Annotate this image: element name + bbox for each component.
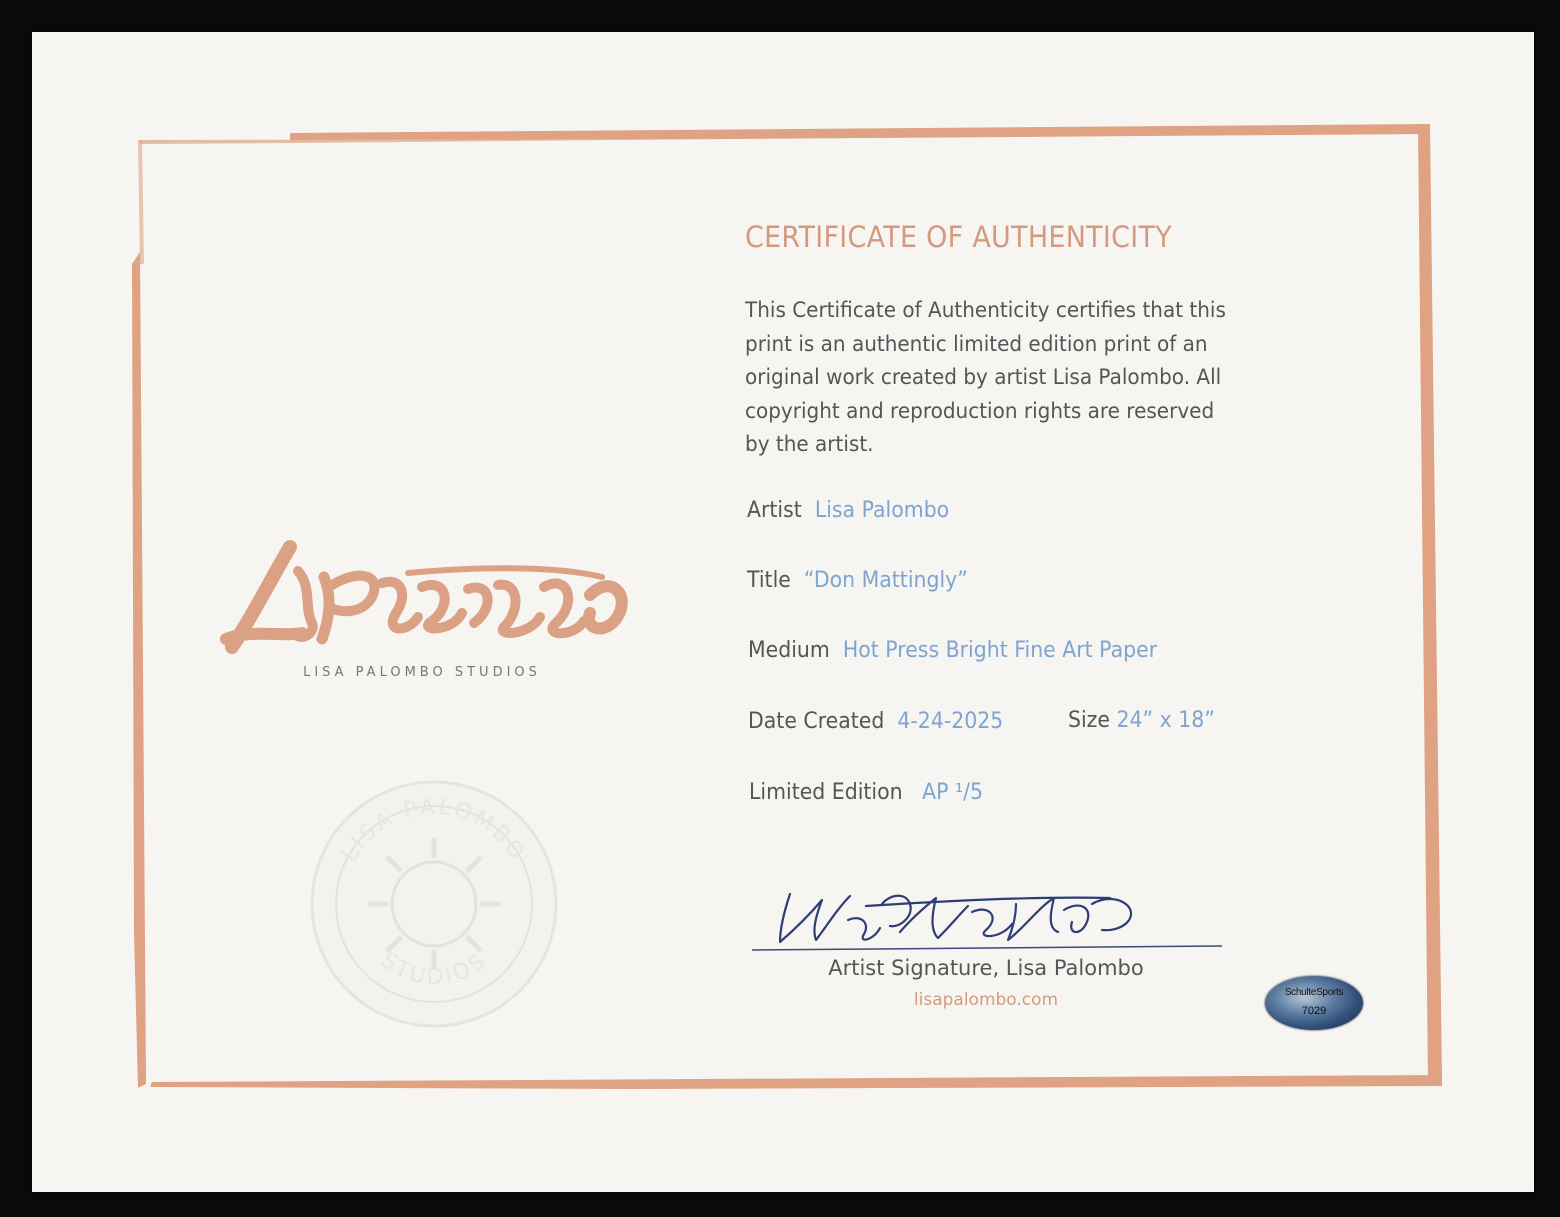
title-label: Title (747, 568, 791, 593)
artist-field (747, 498, 949, 523)
size-value: 24” x 18” (1116, 708, 1215, 733)
date-value: 4-24-2025 (897, 709, 1004, 734)
studio-logo (212, 537, 642, 737)
hologram-number: 7029 (1301, 1005, 1327, 1017)
seal-bottom-text: STUDIOS (375, 947, 493, 991)
edition-field (749, 780, 983, 805)
date-label: Date Created (748, 709, 885, 734)
logo-caption: LISA PALOMBO STUDIOS (303, 665, 541, 680)
embossed-seal (304, 774, 564, 1034)
size-field (1068, 708, 1215, 733)
edition-label: Limited Edition (749, 780, 903, 805)
artist-label: Artist (747, 498, 802, 523)
medium-label: Medium (748, 638, 830, 663)
website-link[interactable]: lisapalombo.com (913, 990, 1059, 1010)
certificate-paper (32, 32, 1534, 1192)
certificate-title: CERTIFICATE OF AUTHENTICITY (745, 220, 1173, 254)
signature-caption: Artist Signature, Lisa Palombo (828, 956, 1144, 980)
hologram-sticker (1265, 976, 1363, 1030)
certificate-statement: This Certificate of Authenticity certifies that this print is an authentic limited edition print of an original work created by artist Lisa Palombo. All copyright and reproduction rights are reserved by the artist. (745, 298, 1226, 457)
seal-top-text: LISA PALOMBO (337, 794, 531, 867)
artist-signature (750, 884, 1230, 954)
date-field (748, 709, 1003, 734)
medium-field (748, 638, 1157, 663)
size-label: Size (1068, 708, 1111, 733)
medium-value: Hot Press Bright Fine Art Paper (842, 638, 1158, 663)
title-value: “Don Mattingly” (803, 568, 968, 593)
edition-value: AP ¹/5 (922, 780, 984, 805)
title-field (747, 568, 968, 593)
logo-wordmark (212, 537, 642, 657)
artist-value: Lisa Palombo (814, 498, 950, 523)
hologram-brand: SchulteSports (1284, 987, 1344, 998)
